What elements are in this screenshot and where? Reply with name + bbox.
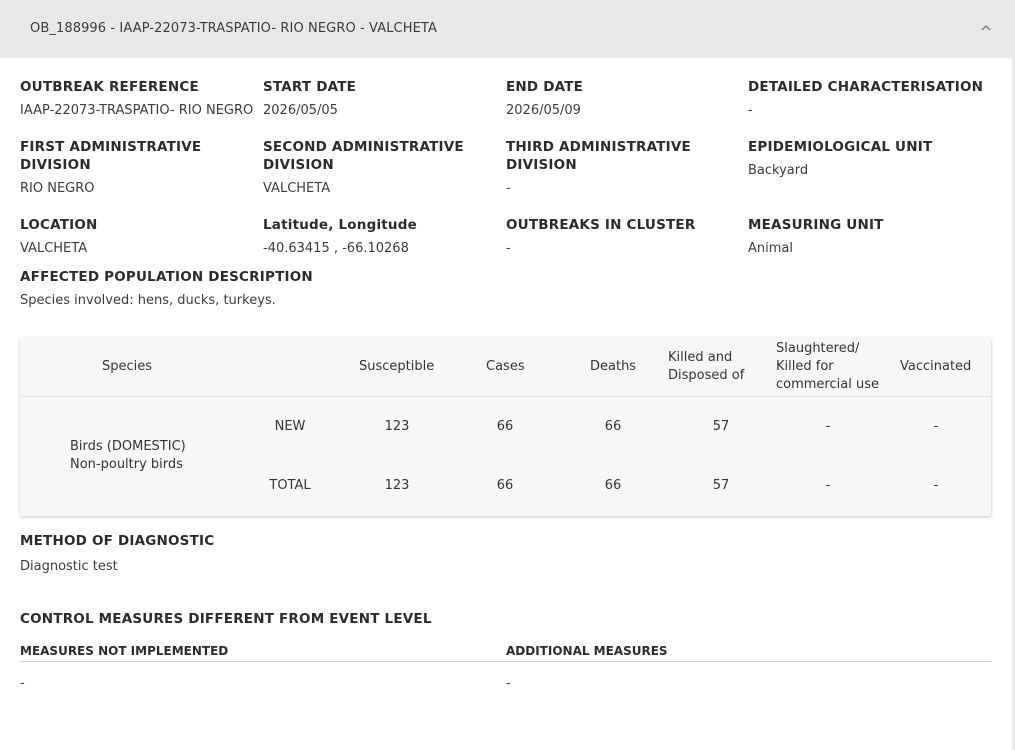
field-second-admin-division [263, 138, 473, 198]
row-new-killed: 57 [712, 419, 730, 434]
field-detailed-characterisation [748, 78, 988, 120]
lat-long-value: -40.63415 , -66.10268 [263, 241, 409, 256]
field-lat-long [263, 216, 503, 258]
start-date-label: START DATE [263, 79, 357, 95]
th-killed-disposed [668, 349, 744, 385]
species-line1: Birds (DOMESTIC) [70, 439, 186, 454]
first-admin-division-label: FIRST ADMINISTRATIVE DIVISION [20, 139, 202, 173]
third-admin-division-label: THIRD ADMINISTRATIVE DIVISION [506, 139, 691, 173]
field-first-admin-division [20, 138, 260, 198]
field-start-date [263, 78, 503, 120]
field-outbreaks-in-cluster [506, 216, 746, 258]
control-measures-label: CONTROL MEASURES DIFFERENT FROM EVENT LEVEL [20, 611, 432, 627]
row-new-type: NEW [274, 419, 306, 434]
detailed-characterisation-value: - [748, 103, 753, 118]
additional-measures-label: ADDITIONAL MEASURES [506, 644, 668, 658]
th-susceptible: Susceptible [359, 359, 435, 374]
row-total-deaths: 66 [604, 478, 622, 493]
measuring-unit-label: MEASURING UNIT [748, 217, 884, 233]
outbreak-panel-header[interactable] [0, 0, 1012, 56]
field-location [20, 216, 260, 258]
affected-population-label: AFFECTED POPULATION DESCRIPTION [20, 269, 313, 285]
row-total-cases: 66 [496, 478, 514, 493]
row-new-susceptible: 123 [384, 419, 410, 434]
field-outbreak-reference [20, 78, 260, 120]
row-new-deaths: 66 [604, 419, 622, 434]
measures-not-implemented-value: - [20, 676, 25, 691]
measures-divider [20, 661, 991, 662]
epidemiological-unit-label: EPIDEMIOLOGICAL UNIT [748, 139, 933, 155]
outbreaks-in-cluster-value: - [506, 241, 511, 256]
outbreak-reference-value: IAAP-22073-TRASPATIO- RIO NEGRO [20, 103, 254, 118]
field-end-date [506, 78, 746, 120]
field-affected-population [20, 268, 620, 310]
row-total-slaughtered: - [825, 478, 831, 493]
additional-measures-value: - [506, 676, 511, 691]
outbreaks-in-cluster-label: OUTBREAKS IN CLUSTER [506, 217, 696, 233]
measuring-unit-value: Animal [748, 241, 793, 256]
th-slaughtered-line3: commercial use [776, 377, 879, 392]
panel-title: OB_188996 - IAAP-22073-TRASPATIO- RIO NEGRO - VALCHETA [30, 20, 437, 36]
row-total-killed: 57 [712, 478, 730, 493]
second-admin-division-label: SECOND ADMINISTRATIVE DIVISION [263, 139, 464, 173]
row-new-slaughtered: - [825, 419, 831, 434]
location-value: VALCHETA [20, 241, 88, 256]
affected-population-value: Species involved: hens, ducks, turkeys. [20, 293, 276, 308]
second-admin-division-value: VALCHETA [263, 181, 331, 196]
th-killed-line1: Killed and [668, 350, 733, 365]
measures-not-implemented-label: MEASURES NOT IMPLEMENTED [20, 644, 229, 658]
table-header-divider [20, 396, 991, 397]
th-species: Species [102, 359, 153, 374]
field-measuring-unit [748, 216, 988, 258]
start-date-value: 2026/05/05 [263, 103, 338, 118]
th-slaughtered [776, 340, 879, 394]
field-third-admin-division [506, 138, 746, 198]
row-total-type: TOTAL [269, 478, 311, 493]
end-date-value: 2026/05/09 [506, 103, 581, 118]
row-total-susceptible: 123 [384, 478, 410, 493]
th-killed-line2: Disposed of [668, 368, 745, 383]
th-slaughtered-line1: Slaughtered/ [776, 341, 860, 356]
species-line2: Non-poultry birds [70, 457, 183, 472]
row-total-vaccinated: - [933, 478, 939, 493]
th-slaughtered-line2: Killed for [776, 359, 834, 374]
diagnostic-value: Diagnostic test [20, 559, 118, 574]
species-name [70, 438, 186, 474]
th-cases: Cases [486, 359, 525, 374]
diagnostic-label: METHOD OF DIAGNOSTIC [20, 533, 215, 549]
end-date-label: END DATE [506, 79, 584, 95]
row-new-cases: 66 [496, 419, 514, 434]
row-new-vaccinated: - [933, 419, 939, 434]
field-epidemiological-unit [748, 138, 988, 180]
detailed-characterisation-label: DETAILED CHARACTERISATION [748, 79, 984, 95]
chevron-up-icon[interactable] [978, 20, 994, 36]
location-label: LOCATION [20, 217, 98, 233]
th-vaccinated: Vaccinated [900, 359, 972, 374]
lat-long-label: Latitude, Longitude [263, 217, 417, 233]
outbreak-reference-label: OUTBREAK REFERENCE [20, 79, 199, 95]
th-deaths: Deaths [590, 359, 637, 374]
species-table [20, 338, 991, 516]
third-admin-division-value: - [506, 181, 511, 196]
epidemiological-unit-value: Backyard [748, 163, 809, 178]
first-admin-division-value: RIO NEGRO [20, 181, 95, 196]
